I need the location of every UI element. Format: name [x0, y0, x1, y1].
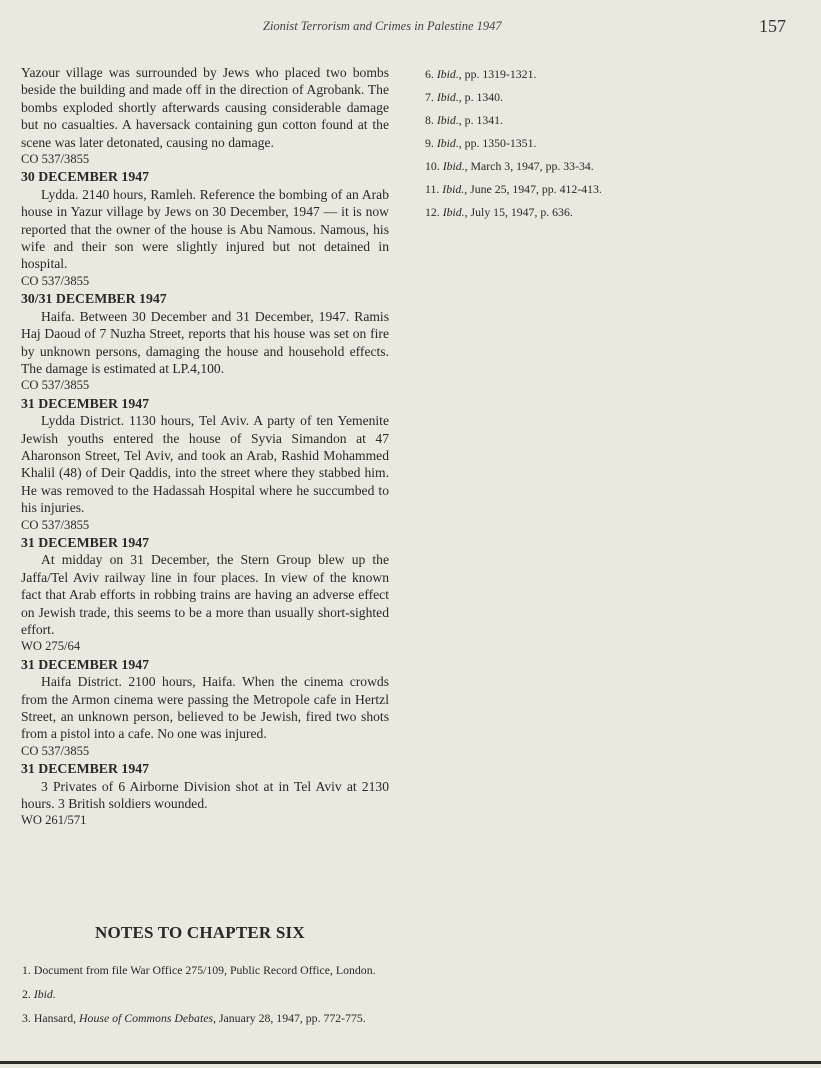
entry-text: 3 Privates of 6 Airborne Division shot at in Tel Aviv at 2130 hours. 3 British soldiers wounded. — [21, 778, 389, 812]
entry-date: 31 DECEMBER 1947 — [21, 395, 150, 411]
note-number: 1. — [22, 963, 31, 977]
note-italic: Ibid. — [442, 205, 465, 219]
source-reference: CO 537/3855 — [21, 743, 90, 758]
note-italic: Ibid. — [436, 136, 459, 150]
note-number: 7. — [425, 90, 434, 104]
source-reference: CO 537/3855 — [21, 378, 90, 393]
note-italic: Ibid. — [33, 987, 56, 1001]
note-italic: Ibid. — [442, 159, 465, 173]
note-item — [425, 63, 725, 86]
note-italic: Ibid. — [442, 182, 465, 196]
note-item — [425, 201, 725, 224]
note-number: 6. — [425, 67, 434, 81]
note-item — [425, 109, 725, 132]
entry-date: 31 DECEMBER 1947 — [21, 534, 150, 550]
note-item — [425, 155, 725, 178]
note-text: Hansard, — [33, 1011, 80, 1025]
note-text: , March 3, 1947, pp. 33-34. — [464, 159, 594, 173]
source-reference: CO 537/3855 — [21, 273, 90, 288]
notes-list-right — [425, 63, 725, 224]
entry-text: Haifa. Between 30 December and 31 December, 1947. Ramis Haj Daoud of 7 Nuzha Street, reports that his house was set on fire by unknown persons, damaging the house and household effects. The damage is estimated at LP.4,100. — [21, 308, 389, 376]
entry-date: 31 DECEMBER 1947 — [21, 761, 150, 777]
page-number: 157 — [759, 16, 786, 36]
entry-date: 31 DECEMBER 1947 — [21, 656, 150, 672]
notes-heading: NOTES TO CHAPTER SIX — [95, 923, 305, 942]
note-text: , pp. 1319-1321. — [458, 67, 537, 81]
notes-list-left — [22, 962, 382, 1034]
note-item — [425, 86, 725, 109]
note-text: Document from file War Office 275/109, Public Record Office, London. — [33, 963, 376, 977]
entry-text: Haifa District. 2100 hours, Haifa. When the cinema crowds from the Armon cinema were passing the Metropole cafe in Hertzl Street, an unknown person, believed to be Jewish, fired two shots from a pistol into a cafe. No one was injured. — [21, 674, 389, 742]
entry-text: At midday on 31 December, the Stern Group blew up the Jaffa/Tel Aviv railway line in four places. In view of the known fact that Arab efforts in robbing trains are having an adverse effect on Jewish trade, this seems to be a more than usually short-sighted effort. — [21, 552, 389, 637]
entry-text: Lydda. 2140 hours, Ramleh. Reference the bombing of an Arab house in Yazur village by Jews on 30 December, 1947 — it is now reported that the owner of the house is Abu Namous. Namous, his wife and their son were slightly injured but not detained in hospital. — [21, 186, 389, 272]
note-number: 12. — [425, 205, 440, 219]
chronology-column — [21, 64, 389, 830]
intro-paragraph: Yazour village was surrounded by Jews who placed two bombs beside the building and made off in the direction of Agrobank. The bombs exploded shortly afterwards causing considerable damage but no casualties. A haversack containing gun cotton found at the scene was later detonated, causing no damage. — [21, 65, 389, 150]
source-reference: CO 537/3855 — [21, 517, 90, 532]
note-number: 10. — [425, 159, 440, 173]
page-bottom-divider — [0, 1061, 821, 1064]
note-item — [22, 962, 382, 979]
note-number: 2. — [22, 987, 31, 1001]
note-item — [22, 986, 382, 1003]
note-text: , p. 1341. — [458, 113, 504, 127]
source-reference: WO 275/64 — [21, 639, 81, 654]
source-reference: CO 537/3855 — [21, 152, 90, 167]
note-text: , pp. 1350-1351. — [458, 136, 537, 150]
note-text: , p. 1340. — [458, 90, 504, 104]
note-italic: Ibid. — [436, 67, 459, 81]
entry-date: 30/31 DECEMBER 1947 — [21, 291, 167, 307]
note-item — [425, 178, 725, 201]
entry-date: 30 DECEMBER 1947 — [21, 169, 150, 185]
note-number: 11. — [425, 182, 440, 196]
note-number: 8. — [425, 113, 434, 127]
entry-text: Lydda District. 1130 hours, Tel Aviv. A party of ten Yemenite Jewish youths entered the house of Syvia Simandon at 47 Aharonson Street, Tel Aviv, and took an Arab, Rashid Mohammed Khalil (48) of Deir Qaddis, into the street where they stabbed him. He was removed to the Hadassah Hospital where he succumbed to his injuries. — [21, 413, 389, 516]
note-text: , July 15, 1947, p. 636. — [464, 205, 573, 219]
note-item — [425, 132, 725, 155]
note-text: , January 28, 1947, pp. 772-775. — [213, 1011, 366, 1025]
note-number: 9. — [425, 136, 434, 150]
running-title: Zionist Terrorism and Crimes in Palestine 1947 — [263, 19, 502, 33]
note-number: 3. — [22, 1011, 31, 1025]
note-text: , June 25, 1947, pp. 412-413. — [464, 182, 602, 196]
note-italic: Ibid. — [436, 90, 459, 104]
source-reference: WO 261/571 — [21, 813, 87, 828]
note-item — [22, 1010, 382, 1027]
note-italic: House of Commons Debates — [79, 1011, 214, 1025]
note-italic: Ibid. — [436, 113, 459, 127]
